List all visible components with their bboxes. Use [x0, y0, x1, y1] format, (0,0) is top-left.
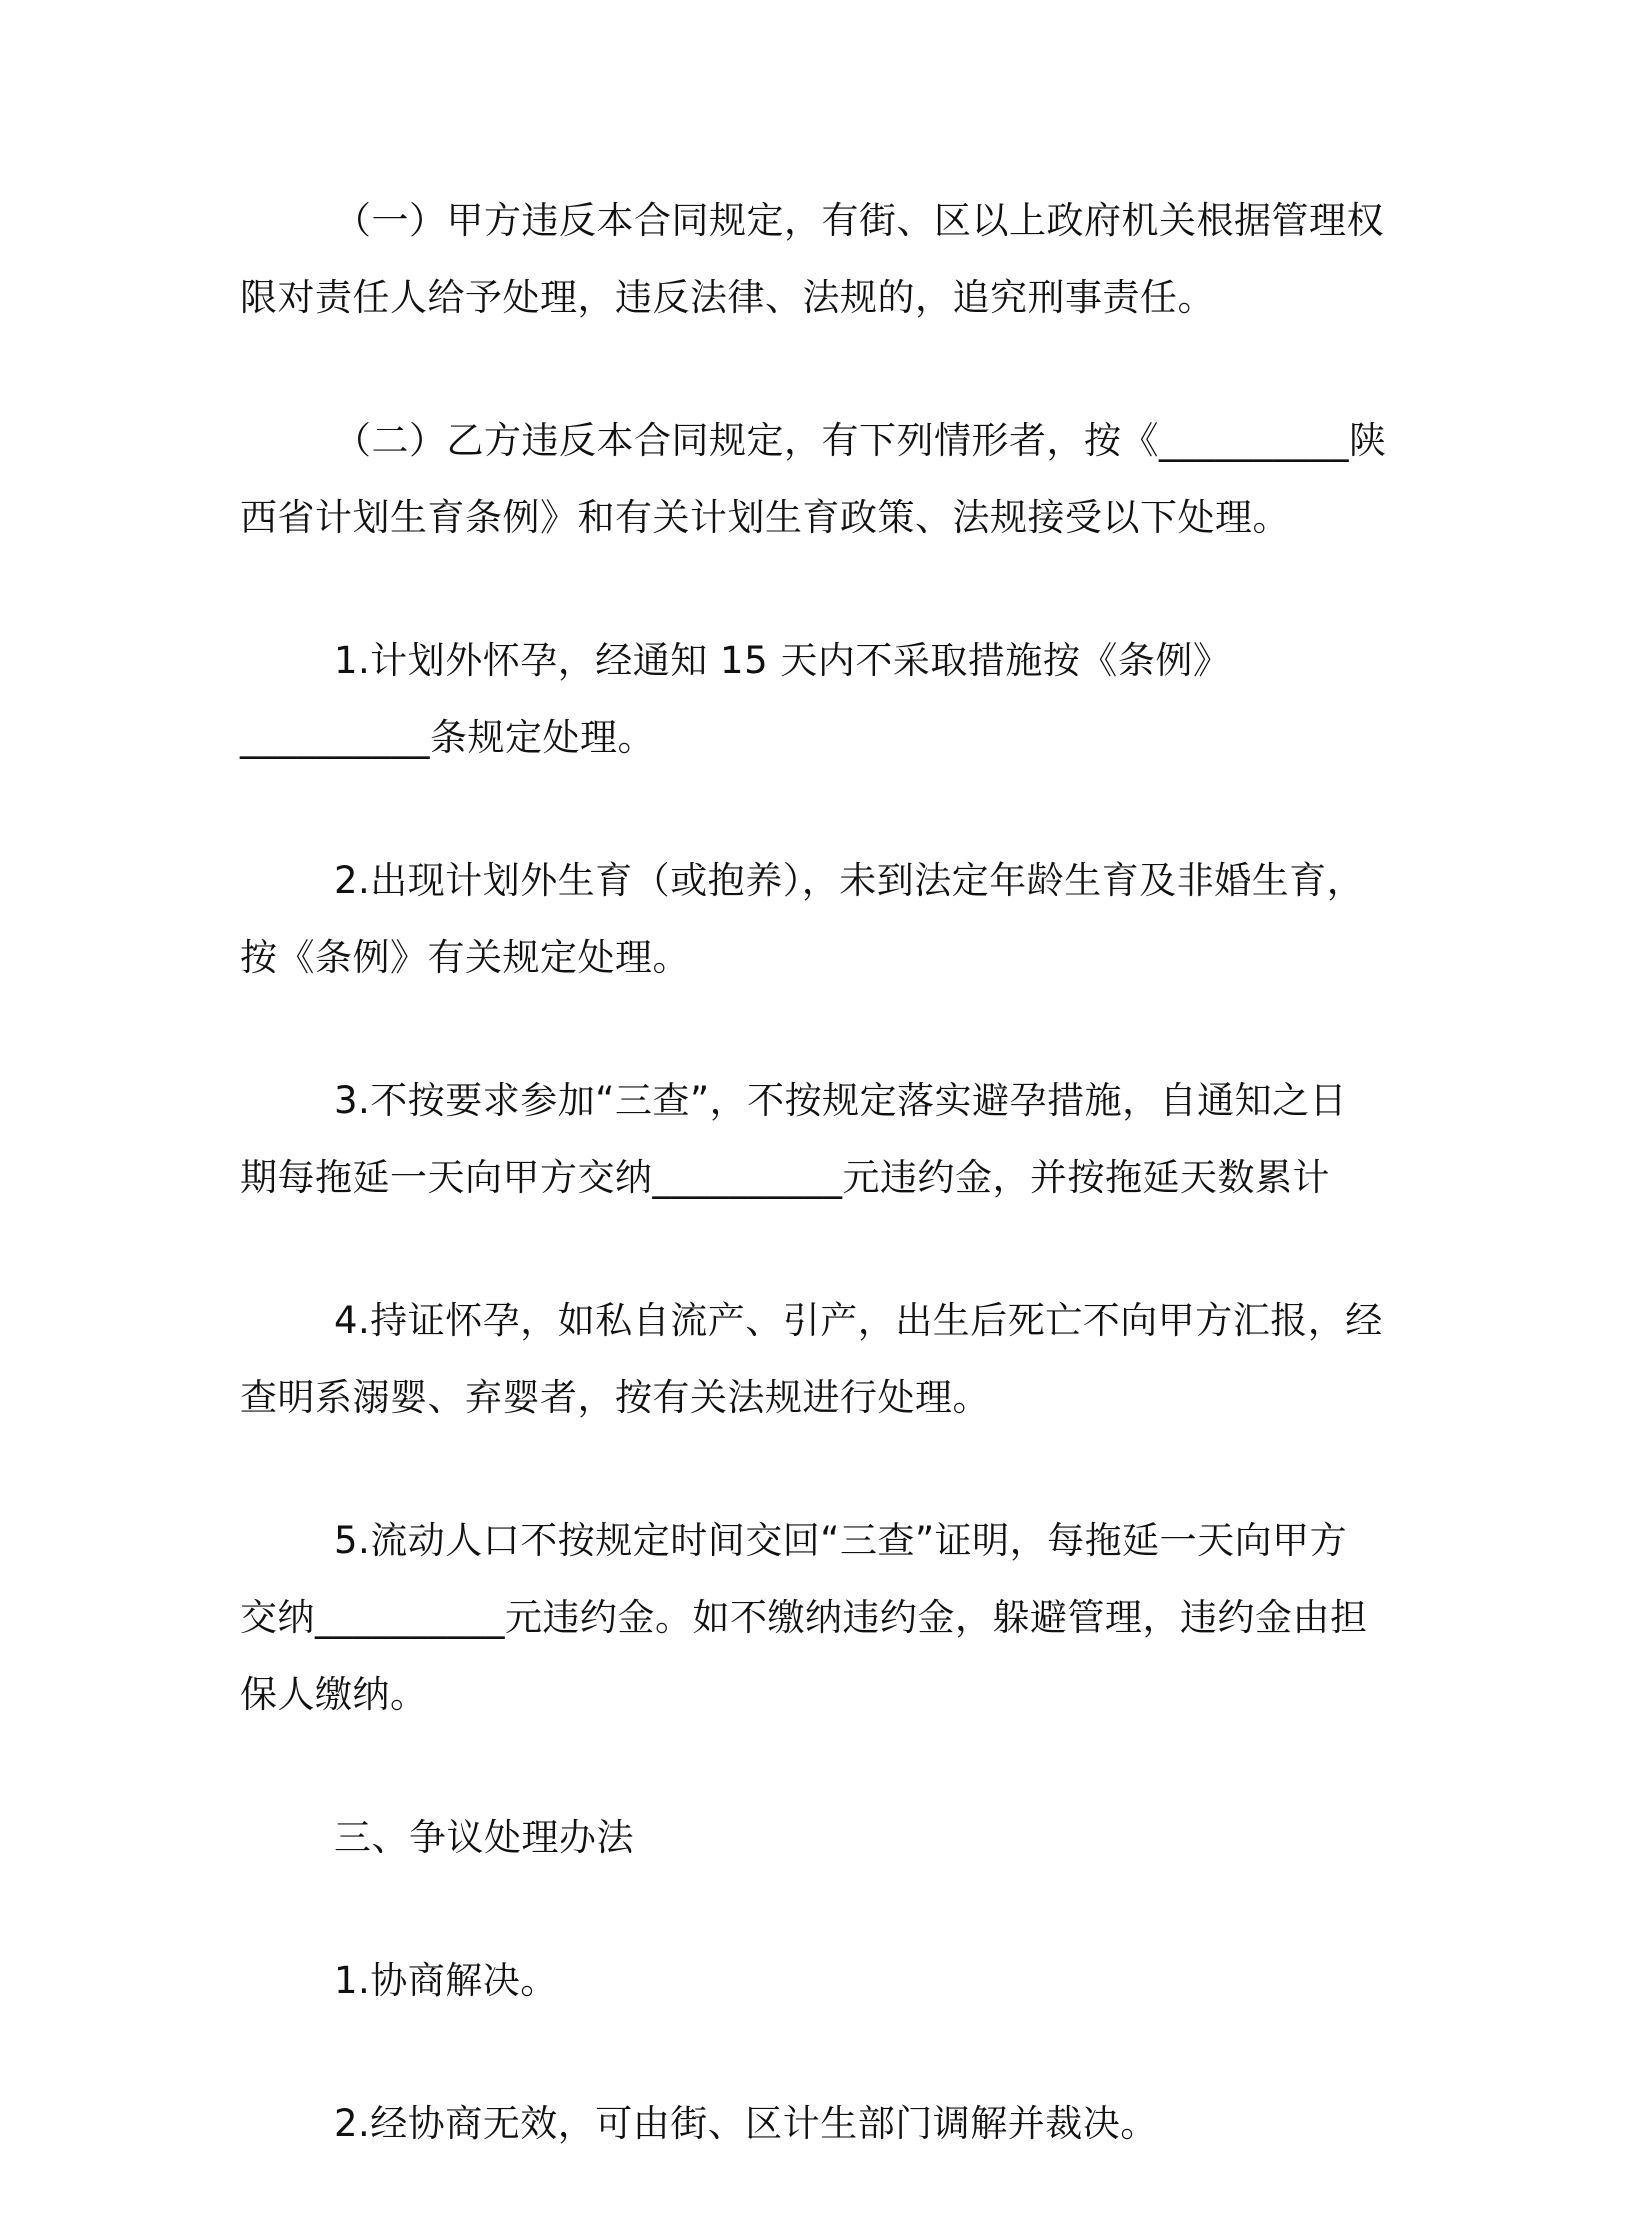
- text-line: 按《条例》有关规定处理。: [240, 936, 690, 979]
- text-line: 交纳__________元违约金。如不缴纳违约金，躲避管理，违约金由担: [240, 1596, 1368, 1639]
- text-line: 1.计划外怀孕，经通知 15 天内不采取措施按《条例》: [334, 639, 1231, 682]
- text-line: 限对责任人给予处理，违反法律、法规的，追究刑事责任。: [240, 276, 1215, 319]
- text-line: 西省计划生育条例》和有关计划生育政策、法规接受以下处理。: [240, 496, 1290, 539]
- paragraph-item-4: [240, 1282, 1383, 1436]
- paragraph-item-3: [240, 1062, 1375, 1216]
- paragraph-item-1: [240, 622, 1375, 776]
- text-line: 2.经协商无效，可由街、区计生部门调解并裁决。: [334, 2102, 1158, 2145]
- section-heading-dispute-resolution: [240, 1799, 1375, 1876]
- document-body: [240, 182, 1387, 2228]
- text-line: 2.出现计划外生育（或抱养），未到法定年龄生育及非婚生育，: [334, 859, 1365, 902]
- paragraph-dispute-item-1: [240, 1942, 1375, 2019]
- text-line: 5.流动人口不按规定时间交回“三查”证明，每拖延一天向甲方: [334, 1519, 1348, 1562]
- text-line: 4.持证怀孕，如私自流产、引产，出生后死亡不向甲方汇报，经: [334, 1299, 1383, 1342]
- paragraph-item-2: [240, 842, 1375, 996]
- text-line: 1.协商解决。: [334, 1959, 558, 2002]
- text-line: 3.不按要求参加“三查”，不按规定落实避孕措施，自通知之日: [334, 1079, 1348, 1122]
- paragraph-dispute-item-2: [240, 2085, 1375, 2162]
- text-line: 保人缴纳。: [240, 1673, 428, 1716]
- paragraph-party-b-violation: [240, 402, 1387, 556]
- text-line: （二）乙方违反本合同规定，有下列情形者，按《__________陕: [334, 419, 1387, 462]
- paragraph-party-a-violation: [240, 182, 1384, 336]
- text-line: （一）甲方违反本合同规定，有街、区以上政府机关根据管理权: [334, 199, 1384, 242]
- text-line: 查明系溺婴、弃婴者，按有关法规进行处理。: [240, 1376, 990, 1419]
- paragraph-item-5: [240, 1502, 1375, 1733]
- text-line: __________条规定处理。: [240, 716, 655, 759]
- text-line: 三、争议处理办法: [334, 1816, 634, 1859]
- text-line: 期每拖延一天向甲方交纳__________元违约金，并按拖延天数累计: [240, 1156, 1330, 1199]
